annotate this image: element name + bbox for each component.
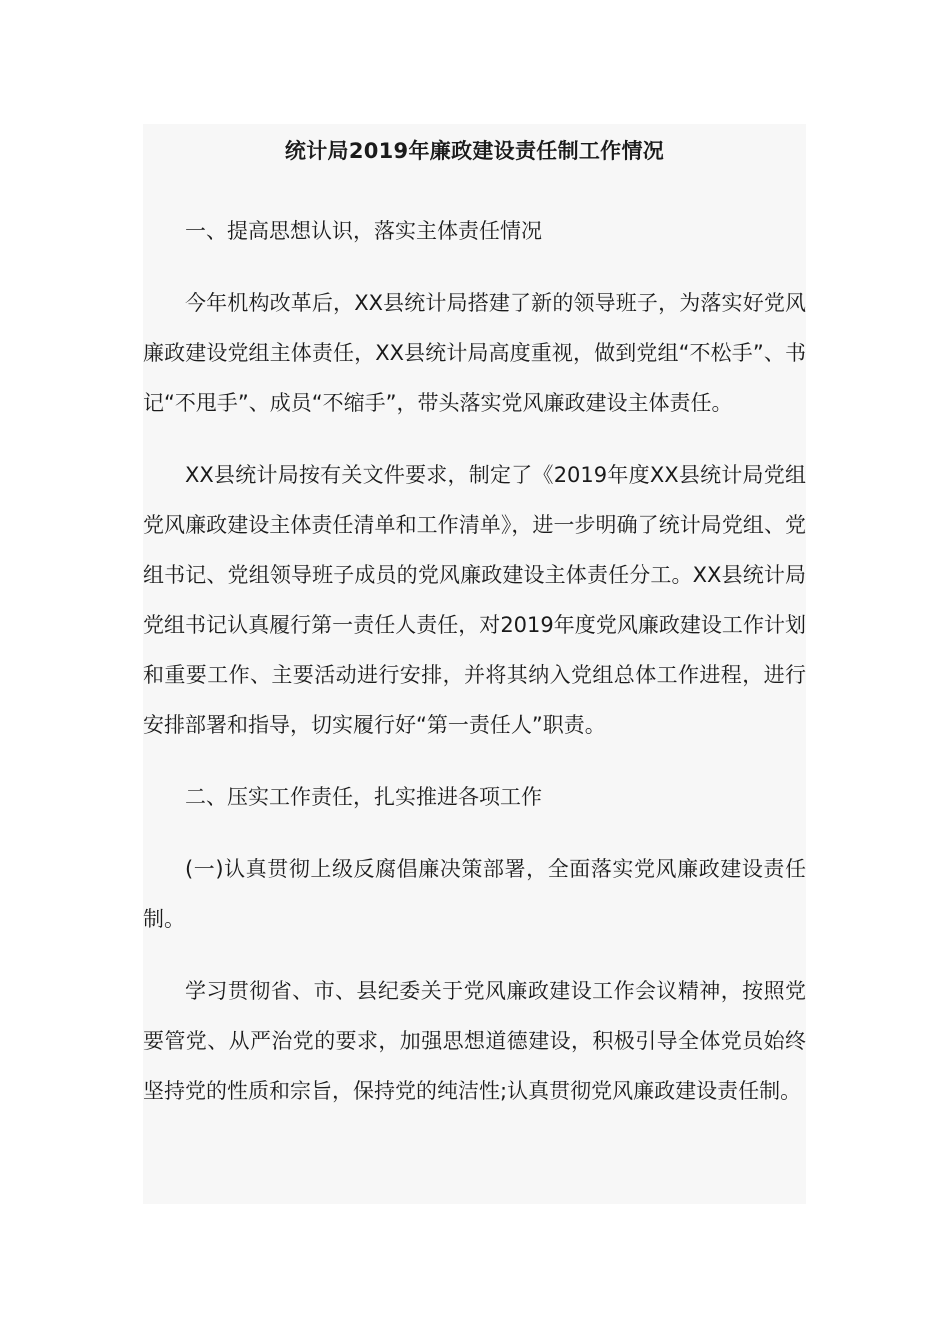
spacer [143,944,806,966]
spacer [143,822,806,844]
body-paragraph-3: 学习贯彻省、市、县纪委关于党风廉政建设工作会议精神，按照党要管党、从严治党的要求，加强思想道德建设，积极引导全体党员始终坚持党的性质和宗旨，保持党的纯洁性;认真贯彻党风廉政建设责任制。 [143,979,806,1103]
section-heading-1: 一、提高思想认识，落实主体责任情况 [185,219,542,243]
document-title: 统计局2019年廉政建设责任制工作情况 [284,139,665,163]
document-page [143,124,806,1204]
subsection-heading-1: (一)认真贯彻上级反腐倡廉决策部署，全面落实党风廉政建设责任制。 [143,857,806,931]
body-paragraph-2: XX县统计局按有关文件要求，制定了《2019年度XX县统计局党组党风廉政建设主体责任清单和工作清单》，进一步明确了统计局党组、党组书记、党组领导班子成员的党风廉政建设主体责任分工。XX县统计局党组书记认真履行第一责任人责任，对2019年度党风廉政建设工作计划和重要工作、主要活动进行安排，并将其纳入党组总体工作进程，进行安排部署和指导，切实履行好“第一责任人”职责。 [143,463,806,737]
spacer [143,166,806,206]
spacer [143,256,806,278]
body-paragraph-1: 今年机构改革后，XX县统计局搭建了新的领导班子，为落实好党风廉政建设党组主体责任，XX县统计局高度重视，做到党组“不松手”、书记“不甩手”、成员“不缩手”，带头落实党风廉政建设主体责任。 [143,291,806,415]
spacer [143,428,806,450]
spacer [143,750,806,772]
section-heading-2: 二、压实工作责任，扎实推进各项工作 [185,785,542,809]
